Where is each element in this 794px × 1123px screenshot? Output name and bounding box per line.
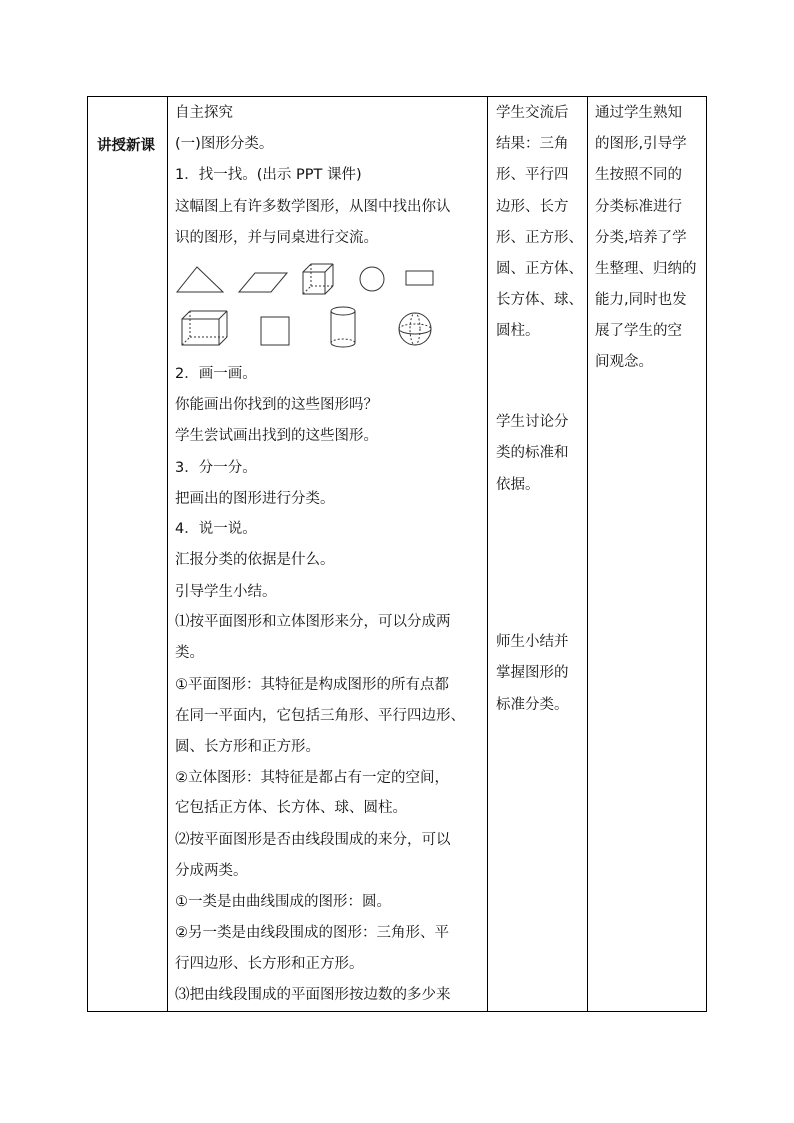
- content-line: ②另一类是由线段围成的图形：三角形、平: [175, 925, 449, 941]
- square-shape: [261, 317, 289, 345]
- content-line: 学生尝试画出找到的这些图形。: [175, 428, 378, 444]
- intent-line: 分类,培养了学: [595, 230, 687, 246]
- triangle-shape: [177, 267, 223, 292]
- intent-line: 生按照不同的: [595, 167, 682, 183]
- activity-line: 形、平行四: [496, 167, 569, 183]
- intent-line: 的图形,引导学: [595, 136, 687, 152]
- content-line: 在同一平面内，它包括三角形、平行四边形、: [175, 708, 465, 724]
- content-line: 识的图形，并与同桌进行交流。: [175, 230, 378, 246]
- shapes-figure: [173, 259, 443, 354]
- content-line: ⑴按平面图形和立体图形来分，可以分成两: [175, 614, 451, 630]
- sphere-shape: [399, 313, 431, 345]
- activity-line: 师生小结并: [496, 634, 569, 650]
- activity-line: 结果：三角: [496, 136, 569, 152]
- content-line: 4．说一说。: [175, 521, 257, 537]
- rectangle-shape: [406, 271, 433, 285]
- activity-line: 圆柱。: [496, 323, 540, 339]
- activity-line: 学生讨论分: [496, 414, 569, 430]
- activity-line: 掌握图形的: [496, 665, 569, 681]
- lesson-plan-table: [87, 96, 707, 1012]
- activity-line: 形、正方形、: [496, 230, 583, 246]
- intent-line: 分类标准进行: [595, 199, 682, 215]
- content-line: ②立体图形：其特征是都占有一定的空间，: [175, 770, 449, 786]
- intent-line: 通过学生熟知: [595, 105, 682, 121]
- intent-line: 能力,同时也发: [595, 292, 687, 308]
- content-line: 它包括正方体、长方体、球、圆柱。: [175, 800, 407, 816]
- cylinder-shape: [331, 307, 355, 347]
- content-line: 你能画出你找到的这些图形吗？: [175, 397, 378, 413]
- activity-line: 圆、正方体、: [496, 261, 583, 277]
- content-line: 圆、长方形和正方形。: [175, 739, 320, 755]
- cuboid-shape: [182, 311, 227, 345]
- content-line: 2．画一画。: [175, 366, 257, 382]
- content-line: ⑵按平面图形是否由线段围成的来分，可以: [175, 832, 451, 848]
- content-line: 这幅图上有许多数学图形，从图中找出你认: [175, 199, 451, 215]
- column-divider: [487, 97, 488, 1011]
- content-line: 行四边形、长方形和正方形。: [175, 956, 364, 972]
- activity-line: 长方体、球、: [496, 292, 583, 308]
- intent-line: 间观念。: [595, 354, 653, 370]
- column-divider: [587, 97, 588, 1011]
- content-line: 3．分一分。: [175, 460, 257, 476]
- content-line: (一)图形分类。: [175, 136, 274, 152]
- content-line: ①平面图形：其特征是构成图形的所有点都: [175, 677, 449, 693]
- content-line: 把画出的图形进行分类。: [175, 491, 335, 507]
- content-line: 分成两类。: [175, 863, 248, 879]
- activity-line: 边形、长方: [496, 199, 569, 215]
- column-divider: [167, 97, 168, 1011]
- content-line: 自主探究: [175, 105, 233, 121]
- activity-line: 学生交流后: [496, 105, 569, 121]
- content-line: 1．找一找。(出示 PPT 课件): [175, 167, 362, 183]
- parallelogram-shape: [239, 273, 287, 292]
- activity-line: 标准分类。: [496, 697, 569, 713]
- circle-shape: [360, 267, 384, 291]
- intent-line: 生整理、归纳的: [595, 261, 697, 277]
- content-line: 类。: [175, 645, 204, 661]
- content-line: 引导学生小结。: [175, 584, 277, 600]
- cube-shape: [303, 264, 333, 294]
- activity-line: 类的标准和: [496, 445, 569, 461]
- activity-line: 依据。: [496, 477, 540, 493]
- intent-line: 展了学生的空: [595, 323, 682, 339]
- content-line: 汇报分类的依据是什么。: [175, 552, 335, 568]
- content-line: ①一类是由曲线围成的图形：圆。: [175, 894, 391, 910]
- content-line: ⑶把由线段围成的平面图形按边数的多少来: [175, 987, 451, 1003]
- section-label: 讲授新课: [97, 138, 155, 154]
